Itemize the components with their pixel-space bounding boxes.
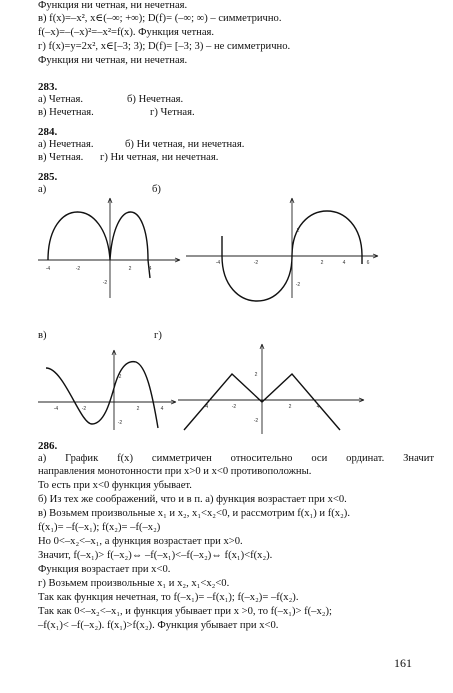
tick-label: 2 <box>136 406 140 412</box>
problem-number-284: 284. <box>38 126 58 138</box>
text-line: в) f(x)=–x², x∈(–∞; +∞); D(f)= (–∞; ∞) – симметрично. <box>38 13 282 24</box>
tick-label: 2 <box>296 228 300 234</box>
graph-label-g: г) <box>154 330 162 341</box>
tick-label: -2 <box>117 420 123 426</box>
text-line: Так как функция нечетная, то f(–x₁)= –f(x₁); f(–x₂)= –f(x₂). <box>38 592 299 603</box>
tick-label: 4 <box>148 266 152 272</box>
tick-label: 2 <box>128 266 132 272</box>
tick-label: 2 <box>254 372 258 378</box>
graph-a <box>34 196 184 300</box>
graph-label-v: в) <box>38 330 47 341</box>
answer-text: б) Нечетная. <box>127 94 184 105</box>
tick-label: -2 <box>231 404 237 410</box>
tick-label: 2 <box>118 374 122 380</box>
tick-label: -4 <box>45 266 51 272</box>
text-line: Но 0<–x₂<–x₁, а функция возрастает при x>0. <box>38 536 243 547</box>
graph-v <box>34 348 180 432</box>
tick-label: 2 <box>288 404 292 410</box>
graph-g <box>176 342 366 438</box>
page-number: 161 <box>394 656 412 670</box>
tick-label: -2 <box>253 418 259 424</box>
tick-label: -2 <box>102 280 108 286</box>
problem-number-283: 283. <box>38 81 58 93</box>
text-line: Функция возрастает при x<0. <box>38 564 171 575</box>
tick-label: -4 <box>215 260 221 266</box>
tick-label: -4 <box>203 404 209 410</box>
text-line: Так как 0<–x₂<–x₁, и функция убывает при x >0, то f(–x₁)> f(–x₂); <box>38 606 332 617</box>
text-line: а) График f(x) симметричен относительно оси ординат. Значит <box>38 453 434 464</box>
text-line: То есть при x<0 функция убывает. <box>38 480 192 491</box>
graph-label-a: а) <box>38 184 47 195</box>
text-line: –f(x₁)< –f(–x₂). f(x₁)>f(x₂). Функция убывает при x<0. <box>38 620 279 631</box>
tick-label: -2 <box>81 406 87 412</box>
answer-text: в) Нечетная. <box>38 107 94 118</box>
text-line: г) Возьмем произвольные x₁ и x₂, x₁<x₂<0. <box>38 578 230 589</box>
text-line: Функция ни четная, ни нечетная. <box>38 55 188 66</box>
tick-label: 6 <box>366 260 370 266</box>
answer-text: г) Ни четная, ни нечетная. <box>100 152 219 163</box>
tick-label: 4 <box>316 404 320 410</box>
text-line: г) f(x)=y=2x², x∈[–3; 3); D(f)= [–3; 3) – не симметрично. <box>38 41 291 52</box>
answer-text: в) Четная. <box>38 152 84 163</box>
answer-text: а) Нечетная. <box>38 139 94 150</box>
text-line: f(x₁)= –f(–x₁); f(x₂)= –f(–x₂) <box>38 522 161 533</box>
graph-label-b: б) <box>152 184 161 195</box>
tick-label: -2 <box>253 260 259 266</box>
tick-label: 4 <box>160 406 164 412</box>
answer-text: б) Ни четная, ни нечетная. <box>125 139 245 150</box>
text-line: в) Возьмем произвольные x₁ и x₂, x₁<x₂<0, и рассмотрим f(x₁) и f(x₂). <box>38 508 350 519</box>
answer-text: г) Четная. <box>150 107 195 118</box>
tick-label: -2 <box>75 266 81 272</box>
text-line: f(–x)=–(–x)²=–x²=f(x). Функция четная. <box>38 27 215 38</box>
tick-label: 4 <box>342 260 346 266</box>
text-line: б) Из тех же соображений, что и в п. а) функция возрастает при x<0. <box>38 494 347 505</box>
answer-text: а) Четная. <box>38 94 83 105</box>
tick-label: -2 <box>295 282 301 288</box>
tick-label: 2 <box>320 260 324 266</box>
text-line: Функция ни четная, ни нечетная. <box>38 0 188 11</box>
graph-b <box>182 196 382 300</box>
text-line: направления монотонности при x>0 и x<0 противоположны. <box>38 466 312 477</box>
problem-number-286: 286. <box>38 440 58 452</box>
problem-number-285: 285. <box>38 171 58 183</box>
text-line: Значит, f(–x₁)> f(–x₂)⇔ –f(–x₁)<–f(–x₂)⇔ f(x₁)<f(x₂). <box>38 550 273 561</box>
tick-label: -4 <box>53 406 59 412</box>
